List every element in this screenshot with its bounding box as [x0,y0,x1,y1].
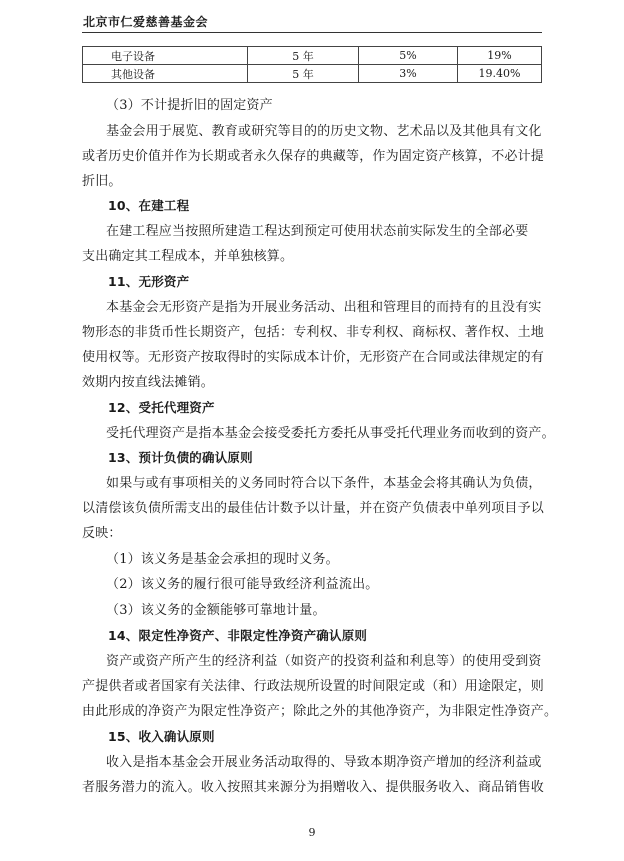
paragraph-line: 支出确定其工程成本，并单独核算。 [82,249,294,264]
paragraph-line: 如果与或有事项相关的义务同时符合以下条件，本基金会将其确认为负债， [106,476,542,491]
table-row [83,65,542,83]
paragraph-line: 由此形成的净资产为限定性净资产；除此之外的其他净资产，为非限定性净资产。 [82,704,558,719]
paragraph-line: （2）该义务的履行很可能导致经济利益流出。 [106,577,379,592]
table-cell: 5% [359,47,458,65]
section-heading: 11、无形资产 [108,274,190,289]
paragraph-line: 物形态的非货币性长期资产，包括：专利权、非专利权、商标权、著作权、土地 [82,325,545,340]
section-heading: 13、预计负债的确认原则 [108,450,253,465]
paragraph-line: 或者历史价值并作为长期或者永久保存的典藏等，作为固定资产核算，不必计提 [82,149,545,164]
paragraph-line: 折旧。 [82,174,122,189]
paragraph-line: 本基金会无形资产是指为开展业务活动、出租和管理目的而持有的且没有实 [106,300,542,315]
header-rule [82,32,542,33]
paragraph-line: 资产或资产所产生的经济利益（如资产的投资利益和利息等）的使用受到资 [106,654,542,669]
paragraph-line: 反映： [82,526,122,541]
table-cell: 5 年 [248,65,359,83]
table-cell: 电子设备 [83,47,248,65]
document-header: 北京市仁爱慈善基金会 [83,15,209,29]
depreciation-table [82,46,542,83]
section-heading: 15、收入确认原则 [108,729,215,744]
paragraph-line: （1）该义务是基金会承担的现时义务。 [106,552,339,567]
paragraph-line: 受托代理资产是指本基金会接受委托方委托从事受托代理业务而收到的资产。 [106,426,555,441]
paragraph-line: 基金会用于展览、教育或研究等目的的历史文物、艺术品以及其他具有文化 [106,124,542,139]
table-row [83,47,542,65]
paragraph-line: 使用权等。无形资产按取得时的实际成本计价，无形资产在合同或法律规定的有 [82,350,545,365]
paragraph-line: （3）不计提折旧的固定资产 [106,98,273,113]
section-heading: 12、受托代理资产 [108,400,215,415]
page-number: 9 [308,826,316,839]
paragraph-line: 在建工程应当按照所建造工程达到预定可使用状态前实际发生的全部必要 [106,224,529,239]
paragraph-line: 产提供者或者国家有关法律、行政法规所设置的时间限定或（和）用途限定，则 [82,679,545,694]
paragraph-line: 收入是指本基金会开展业务活动取得的、导致本期净资产增加的经济利益或 [106,755,542,770]
paragraph-line: 以清偿该负债所需支出的最佳估计数予以计量，并在资产负债表中单列项目予以 [82,501,545,516]
paragraph-line: 效期内按直线法摊销。 [82,375,215,390]
table-cell: 3% [359,65,458,83]
table-cell: 19% [458,47,542,65]
section-heading: 14、限定性净资产、非限定性净资产确认原则 [108,628,368,643]
table-cell: 其他设备 [83,65,248,83]
section-heading: 10、在建工程 [108,198,190,213]
paragraph-line: （3）该义务的金额能够可靠地计量。 [106,603,326,618]
table-cell: 19.40% [458,65,542,83]
table-cell: 5 年 [248,47,359,65]
paragraph-line: 者服务潜力的流入。收入按照其来源分为捐赠收入、提供服务收入、商品销售收 [82,780,545,795]
